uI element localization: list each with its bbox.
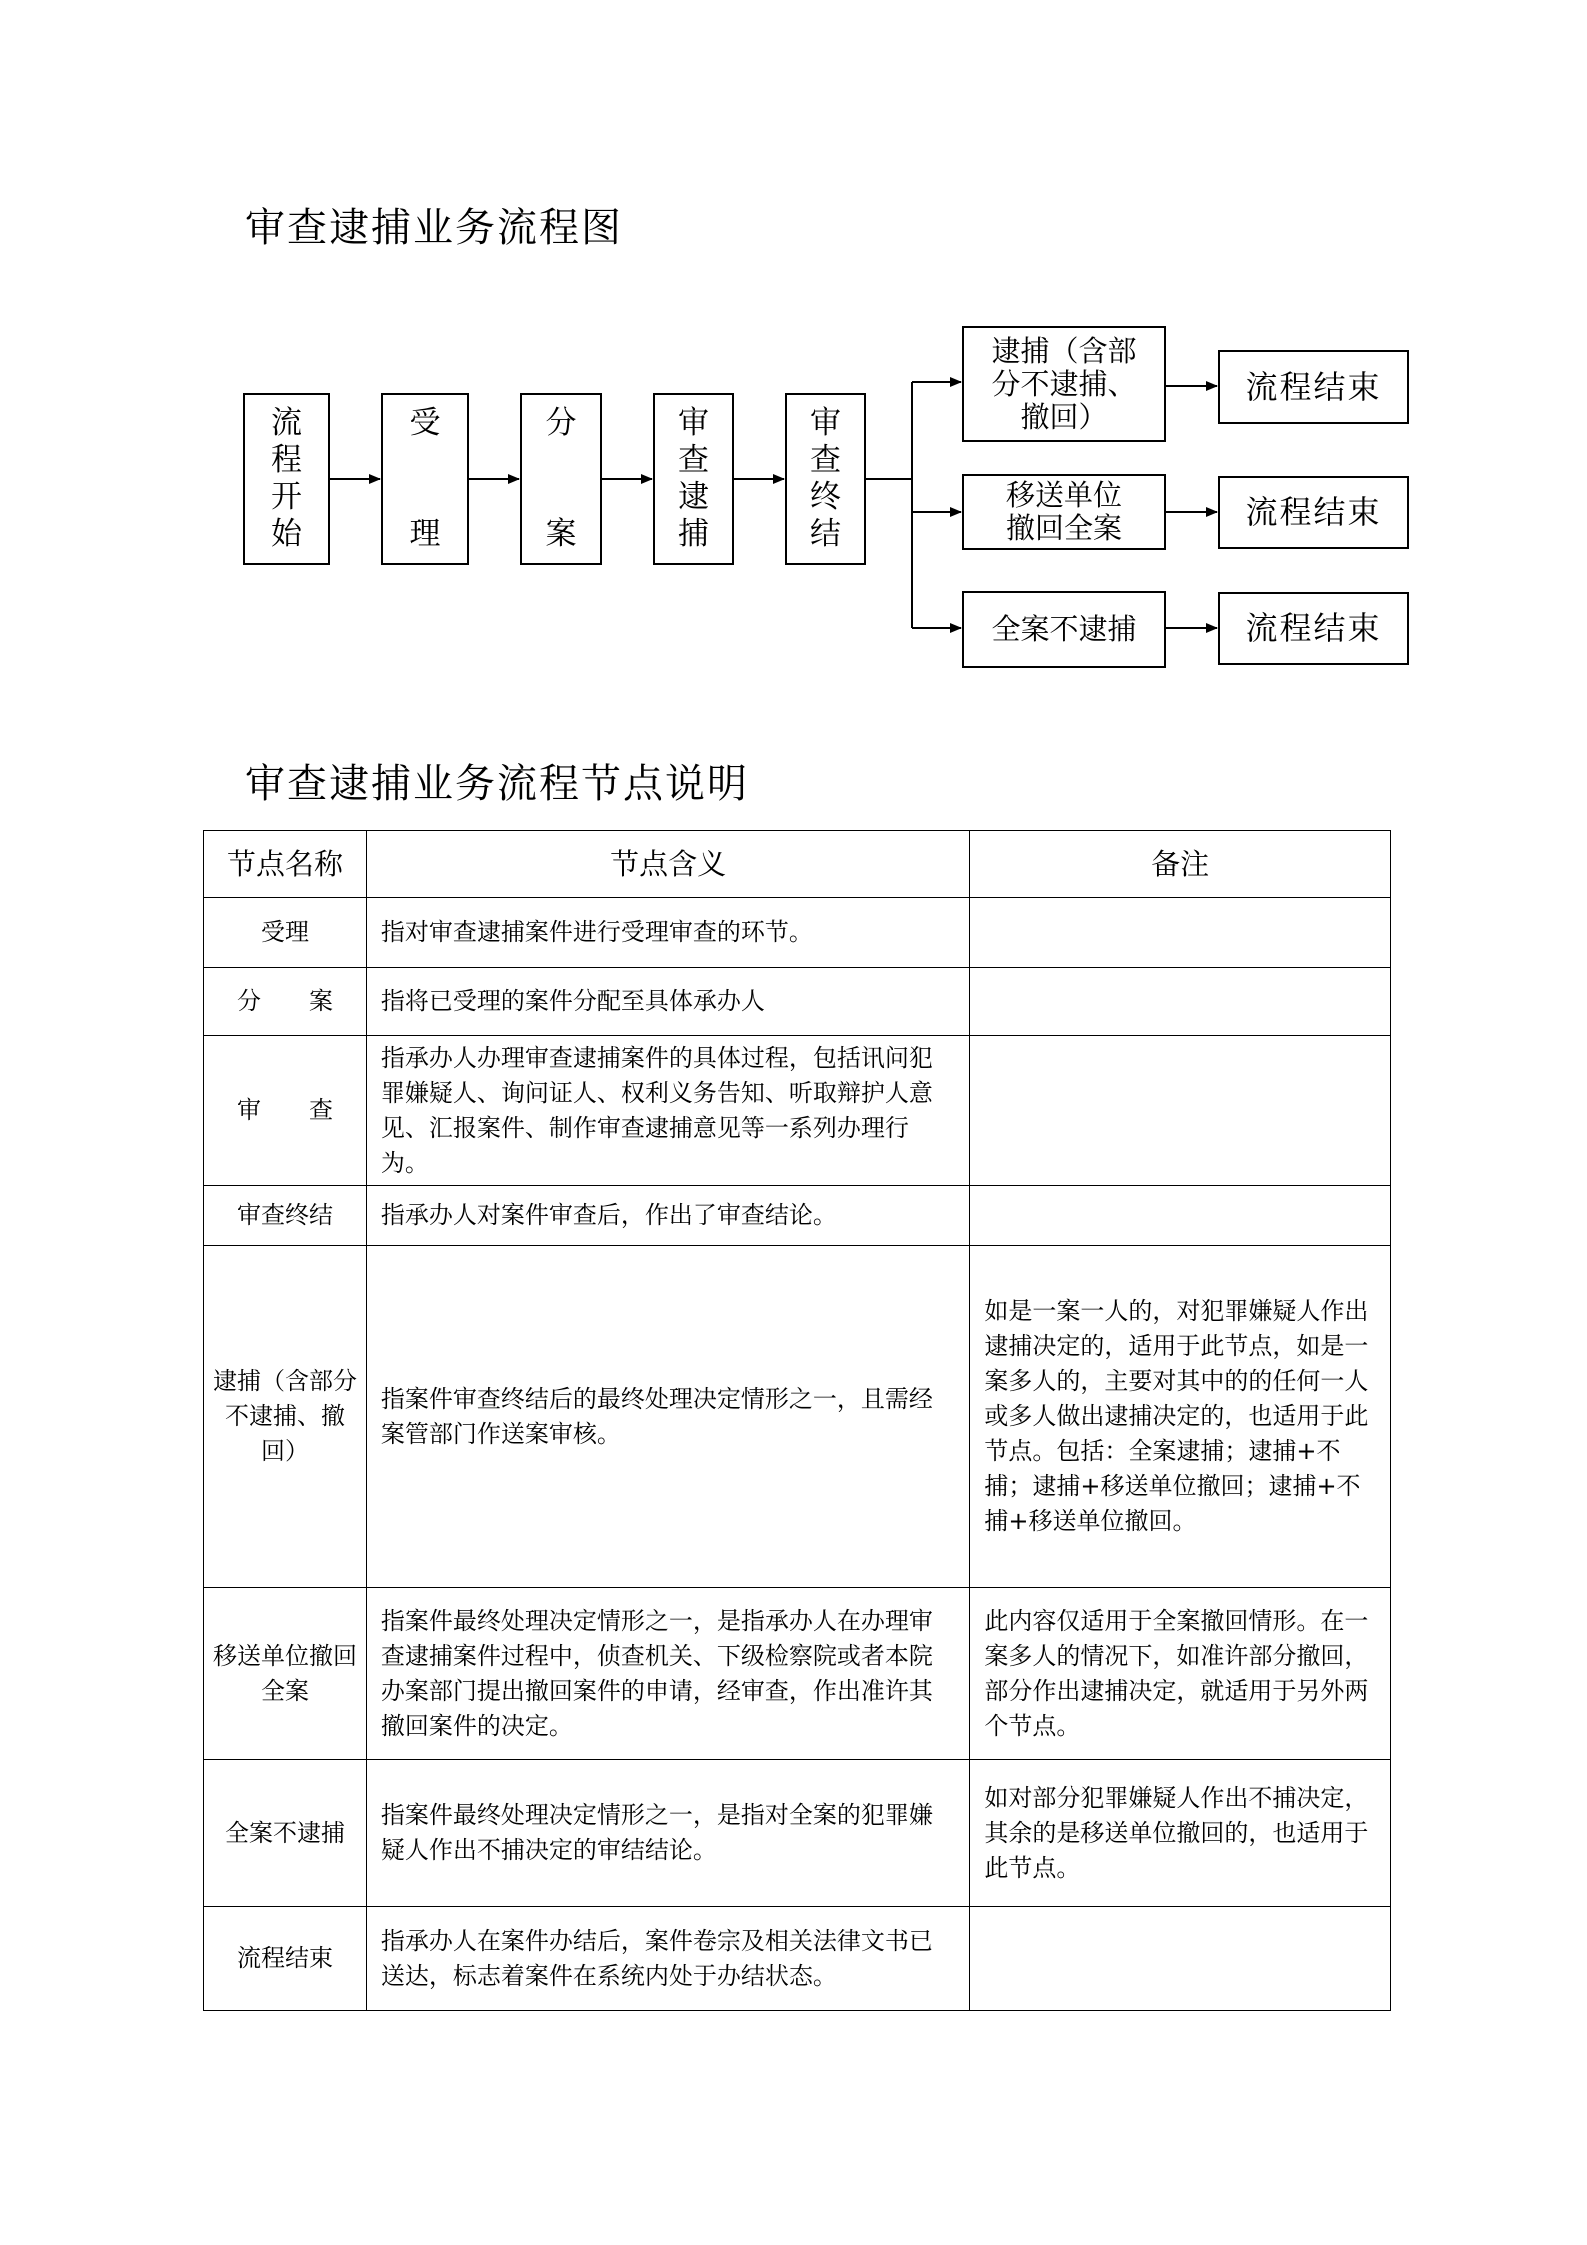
node-outcome-withdraw-label: 移送单位 撤回全案 <box>1005 478 1122 545</box>
node-conclude-char: 结 <box>810 516 841 552</box>
node-meaning: 指案件最终处理决定情形之一，是指对全案的犯罪嫌疑人作出不捕决定的审结结论。 <box>366 1760 969 1907</box>
node-outcome-noarrest <box>962 591 1166 668</box>
header-node-meaning: 节点含义 <box>366 831 969 898</box>
node-end-label: 流程结束 <box>1245 609 1382 647</box>
header-remarks: 备注 <box>970 831 1391 898</box>
node-remarks <box>970 898 1391 968</box>
node-outcome-arrest-label: 逮捕（含部 分不逮捕、 撤回） <box>991 333 1137 434</box>
table-header-row <box>204 831 1391 898</box>
node-remarks <box>970 968 1391 1036</box>
node-review-char: 审 <box>678 405 709 441</box>
table-row <box>204 1588 1391 1760</box>
node-name: 分 案 <box>204 968 367 1036</box>
node-name: 流程结束 <box>204 1907 367 2011</box>
node-name: 受理 <box>204 898 367 968</box>
node-review-char: 逮 <box>678 479 709 515</box>
node-end <box>1218 350 1409 424</box>
node-accept <box>381 393 469 565</box>
node-remarks: 此内容仅适用于全案撤回情形。在一案多人的情况下，如准许部分撤回，部分作出逮捕决定，就适用于另外两个节点。 <box>970 1588 1391 1760</box>
node-accept-char: 理 <box>409 516 441 552</box>
node-meaning: 指承办人办理审查逮捕案件的具体过程，包括讯问犯罪嫌疑人、询问证人、权利义务告知、听取辩护人意见、汇报案件、制作审查逮捕意见等一系列办理行为。 <box>366 1036 969 1186</box>
table-title: 审查逮捕业务流程节点说明 <box>245 761 749 807</box>
node-start-char: 流 <box>271 405 302 441</box>
node-assign-char: 分 <box>545 405 577 441</box>
node-end <box>1218 592 1409 665</box>
node-name: 全案不逮捕 <box>204 1760 367 1907</box>
table-row <box>204 1186 1391 1246</box>
node-start <box>243 393 330 565</box>
node-end-label: 流程结束 <box>1245 493 1382 531</box>
table-row <box>204 968 1391 1036</box>
node-meaning: 指承办人对案件审查后，作出了审查结论。 <box>366 1186 969 1246</box>
node-remarks <box>970 1036 1391 1186</box>
table-row <box>204 1246 1391 1588</box>
node-review <box>653 393 734 565</box>
node-review-char: 查 <box>678 442 709 478</box>
table-row <box>204 1760 1391 1907</box>
table-row <box>204 1036 1391 1186</box>
node-assign-char: 案 <box>545 516 577 552</box>
node-meaning: 指将已受理的案件分配至具体承办人 <box>366 968 969 1036</box>
node-conclude-char: 审 <box>810 405 841 441</box>
flowchart-title: 审查逮捕业务流程图 <box>245 205 623 251</box>
node-remarks: 如是一案一人的，对犯罪嫌疑人作出逮捕决定的，适用于此节点，如是一案多人的，主要对其中的的任何一人或多人做出逮捕决定的，也适用于此节点。包括：全案逮捕；逮捕+不捕；逮捕+移送单位撤回；逮捕+不捕+移送单位撤回。 <box>970 1246 1391 1588</box>
node-name: 逮捕（含部分不逮捕、撤回） <box>204 1246 367 1588</box>
node-conclude-char: 查 <box>810 442 841 478</box>
table-row <box>204 898 1391 968</box>
header-node-name: 节点名称 <box>204 831 367 898</box>
node-review-char: 捕 <box>678 516 709 552</box>
node-conclude-char: 终 <box>810 479 841 515</box>
node-remarks: 如对部分犯罪嫌疑人作出不捕决定，其余的是移送单位撤回的，也适用于此节点。 <box>970 1760 1391 1907</box>
node-description-table <box>203 830 1391 2011</box>
node-remarks <box>970 1186 1391 1246</box>
node-name: 审查终结 <box>204 1186 367 1246</box>
node-name: 移送单位撤回全案 <box>204 1588 367 1760</box>
node-outcome-noarrest-label: 全案不逮捕 <box>991 612 1137 646</box>
node-meaning: 指案件审查终结后的最终处理决定情形之一，且需经案管部门作送案审核。 <box>366 1246 969 1588</box>
node-end <box>1218 476 1409 549</box>
node-assign <box>520 393 602 565</box>
node-meaning: 指案件最终处理决定情形之一，是指承办人在办理审查逮捕案件过程中，侦查机关、下级检察院或者本院办案部门提出撤回案件的申请，经审查，作出准许其撤回案件的决定。 <box>366 1588 969 1760</box>
node-accept-char: 受 <box>409 405 441 441</box>
node-meaning: 指对审查逮捕案件进行受理审查的环节。 <box>366 898 969 968</box>
table-row <box>204 1907 1391 2011</box>
node-meaning: 指承办人在案件办结后，案件卷宗及相关法律文书已送达，标志着案件在系统内处于办结状态。 <box>366 1907 969 2011</box>
node-outcome-withdraw <box>962 474 1166 550</box>
node-outcome-arrest <box>962 326 1166 442</box>
node-start-char: 开 <box>271 479 302 515</box>
node-start-char: 始 <box>271 516 302 552</box>
node-remarks <box>970 1907 1391 2011</box>
node-name: 审 查 <box>204 1036 367 1186</box>
node-end-label: 流程结束 <box>1245 367 1382 406</box>
node-conclude <box>785 393 866 565</box>
node-start-char: 程 <box>271 442 302 478</box>
